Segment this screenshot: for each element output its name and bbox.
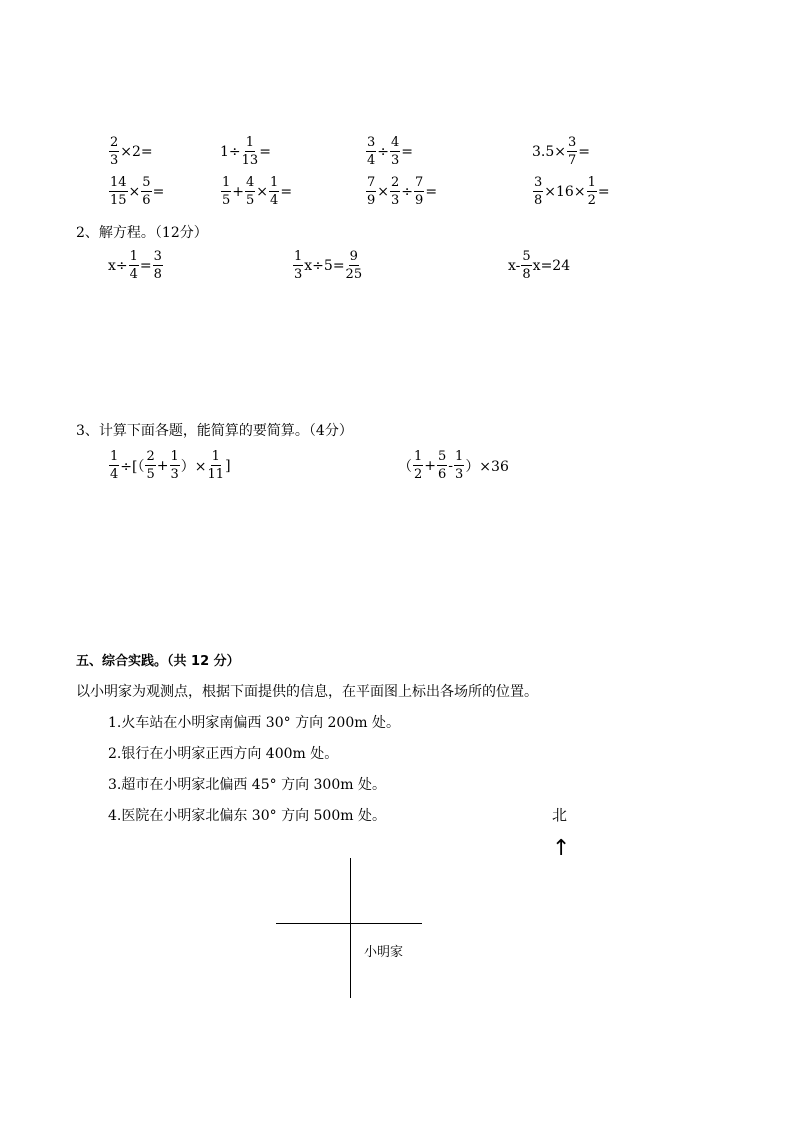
fraction-denominator: 8 (153, 267, 162, 282)
expr-token: = (425, 183, 438, 200)
expr-token: ÷ (377, 143, 390, 160)
fraction (145, 450, 155, 481)
fraction-denominator: 8 (534, 193, 543, 208)
fraction-denominator: 9 (415, 193, 424, 208)
fraction-numerator: 4 (391, 135, 400, 150)
fraction (521, 250, 531, 281)
fraction-numerator: 1 (211, 449, 220, 464)
fraction-denominator: 3 (110, 153, 119, 168)
fraction-denominator: 13 (241, 153, 259, 168)
fraction-numerator: 5 (438, 449, 447, 464)
location-item-3: 3.超市在小明家北偏西 45° 方向 300m 处。 (108, 777, 386, 793)
fraction (221, 176, 231, 207)
fraction (587, 176, 597, 207)
expr-token: （ (398, 458, 412, 475)
expr-token: = (597, 183, 610, 200)
expr-token: - (448, 457, 454, 474)
expr-token: + (156, 457, 169, 474)
fraction (567, 136, 577, 167)
fraction-denominator: 7 (568, 153, 577, 168)
fraction (437, 450, 447, 481)
fraction-numerator: 14 (110, 175, 127, 190)
location-item-1: 1.火车站在小明家南偏西 30° 方向 200m 处。 (108, 715, 400, 731)
fraction-denominator: 6 (142, 193, 151, 208)
fraction-numerator: 1 (222, 175, 231, 190)
fraction (390, 176, 400, 207)
fraction-denominator: 4 (367, 153, 376, 168)
fraction-numerator: 1 (294, 249, 303, 264)
expr-token: = (152, 183, 165, 200)
fraction-numerator: 3 (568, 135, 577, 150)
fraction-numerator: 5 (522, 249, 531, 264)
location-item-2: 2.银行在小明家正西方向 400m 处。 (108, 746, 339, 762)
fraction (170, 450, 180, 481)
fraction (269, 176, 279, 207)
north-label: 北 (552, 806, 568, 824)
expr-token: ÷ (401, 183, 414, 200)
simplify-problem-2 (398, 450, 509, 481)
fraction-denominator: 3 (170, 467, 179, 482)
fraction-denominator: 9 (367, 193, 376, 208)
fraction (208, 450, 225, 481)
fraction-denominator: 3 (391, 193, 400, 208)
fraction-denominator: 2 (414, 467, 423, 482)
expr-token: ）× (180, 458, 207, 475)
calc-expr-1-4 (532, 136, 590, 167)
expr-token: ）×36 (465, 458, 509, 475)
calc-expr-1-1 (108, 136, 153, 167)
fraction-numerator: 1 (587, 175, 596, 190)
fraction-numerator: 7 (367, 175, 376, 190)
expr-token: 1÷ (220, 143, 241, 160)
expr-token: ×2= (120, 143, 153, 160)
fraction-numerator: 2 (110, 135, 119, 150)
fraction-numerator: 1 (270, 175, 279, 190)
fraction-numerator: 7 (415, 175, 424, 190)
fraction-numerator: 4 (246, 175, 255, 190)
fraction-denominator: 4 (270, 193, 279, 208)
fraction (245, 176, 255, 207)
fraction-numerator: 9 (349, 249, 358, 264)
expr-token: × (128, 183, 141, 200)
fraction (390, 136, 400, 167)
fraction (413, 450, 423, 481)
equation-3 (508, 250, 570, 281)
equation-1 (108, 250, 164, 281)
fraction-numerator: 3 (367, 135, 376, 150)
expr-token: ] (225, 457, 231, 474)
expr-token: 3.5× (532, 143, 566, 160)
location-item-4: 4.医院在小明家北偏东 30° 方向 500m 处。 (108, 808, 386, 824)
fraction-numerator: 1 (245, 135, 255, 150)
expr-token: = (578, 143, 591, 160)
fraction (109, 176, 128, 207)
expr-token: × (377, 183, 390, 200)
fraction-denominator: 25 (345, 267, 363, 282)
fraction-numerator: 3 (153, 249, 162, 264)
fraction (366, 136, 376, 167)
expr-token: = (401, 143, 414, 160)
calc-expr-2-3 (365, 176, 437, 207)
fraction (109, 136, 119, 167)
origin-label: 小明家 (364, 945, 404, 960)
fraction (141, 176, 151, 207)
fraction-numerator: 1 (129, 249, 138, 264)
fraction-denominator: 4 (110, 467, 119, 482)
fraction (346, 250, 363, 281)
expr-token: + (232, 183, 245, 200)
expr-token: ×16× (544, 183, 586, 200)
diagram-horizontal-axis (276, 923, 422, 924)
q2-title: 2、解方程。（12分） (76, 225, 208, 241)
fraction-numerator: 1 (455, 449, 464, 464)
north-arrow-icon: ↑ (552, 836, 571, 861)
equation-2 (292, 250, 363, 281)
expr-token: x- (508, 257, 521, 274)
fraction-numerator: 1 (414, 449, 423, 464)
fraction-denominator: 5 (146, 467, 155, 482)
fraction (129, 250, 139, 281)
fraction-denominator: 11 (207, 467, 225, 482)
expr-token: = (139, 257, 152, 274)
fraction-numerator: 5 (142, 175, 151, 190)
fraction-denominator: 5 (246, 193, 255, 208)
fraction-denominator: 3 (391, 153, 400, 168)
q3-title: 3、计算下面各题，能简算的要简算。（4分） (76, 423, 353, 439)
calc-expr-2-4 (532, 176, 610, 207)
calc-expr-2-2 (220, 176, 292, 207)
expr-token: × (256, 183, 269, 200)
fraction-denominator: 8 (522, 267, 531, 282)
fraction-denominator: 6 (438, 467, 447, 482)
expr-token: ÷[（ (120, 458, 145, 475)
fraction-numerator: 2 (391, 175, 400, 190)
fraction-numerator: 3 (534, 175, 543, 190)
expr-token: x÷5= (304, 257, 345, 274)
calc-expr-2-1 (108, 176, 164, 207)
fraction (242, 136, 259, 167)
fraction (454, 450, 464, 481)
calc-expr-1-3 (365, 136, 413, 167)
fraction (533, 176, 543, 207)
fraction-numerator: 2 (146, 449, 155, 464)
calc-expr-1-2 (220, 136, 271, 167)
expr-token: = (259, 143, 271, 160)
fraction (366, 176, 376, 207)
fraction-denominator: 3 (294, 267, 303, 282)
fraction-denominator: 2 (587, 193, 596, 208)
fraction-denominator: 15 (110, 193, 127, 208)
fraction-denominator: 5 (222, 193, 231, 208)
fraction (414, 176, 424, 207)
fraction-denominator: 4 (129, 267, 138, 282)
simplify-problem-1 (108, 450, 231, 481)
section5-title: 五、综合实践。（共 12 分） (76, 654, 240, 669)
expr-token: x=24 (532, 257, 571, 274)
expr-token: x÷ (108, 257, 128, 274)
diagram-vertical-axis (350, 858, 351, 998)
fraction-numerator: 1 (170, 449, 179, 464)
fraction-denominator: 3 (455, 467, 464, 482)
fraction (153, 250, 163, 281)
expr-token: + (424, 457, 437, 474)
fraction (293, 250, 303, 281)
fraction-numerator: 1 (110, 449, 119, 464)
fraction (109, 450, 119, 481)
section5-intro: 以小明家为观测点，根据下面提供的信息，在平面图上标出各场所的位置。 (76, 684, 538, 700)
expr-token: = (280, 183, 293, 200)
